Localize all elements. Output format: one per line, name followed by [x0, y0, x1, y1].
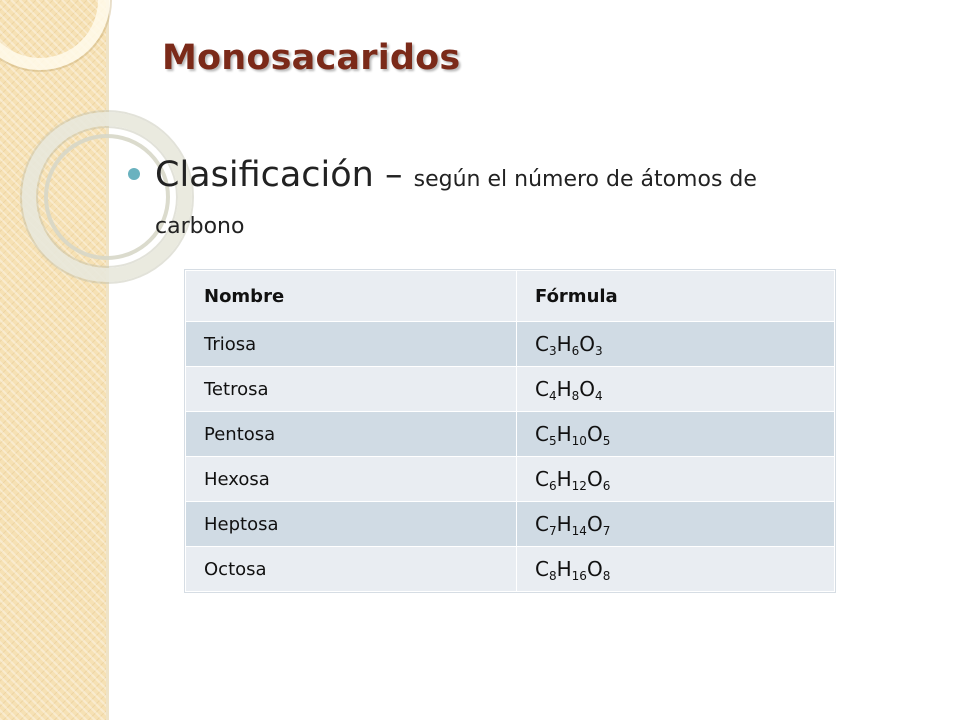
formula-subscript: 16	[571, 569, 587, 583]
formula-element: O	[586, 512, 603, 536]
bullet-detail-wrap: carbono	[155, 214, 245, 239]
monosaccharide-table	[185, 270, 835, 592]
formula-element: H	[556, 422, 572, 446]
cell-name: Tetrosa	[186, 367, 517, 412]
header-nombre: Nombre	[186, 271, 517, 322]
table-row	[186, 547, 835, 592]
formula-subscript: 8	[571, 389, 580, 403]
cell-formula	[517, 367, 835, 412]
decorative-sidebar	[0, 0, 107, 720]
table-header-row	[186, 271, 835, 322]
formula-subscript: 5	[602, 434, 611, 448]
formula-subscript: 8	[602, 569, 611, 583]
table-body	[186, 322, 835, 592]
table-row	[186, 367, 835, 412]
table-row	[186, 412, 835, 457]
sidebar-edge	[106, 0, 109, 720]
classification-bullet	[128, 152, 828, 251]
cell-formula	[517, 502, 835, 547]
table-row	[186, 457, 835, 502]
cell-name: Octosa	[186, 547, 517, 592]
formula-element: C	[535, 332, 549, 356]
cell-formula	[517, 412, 835, 457]
cell-name: Hexosa	[186, 457, 517, 502]
formula-subscript: 3	[595, 344, 603, 358]
formula-subscript: 10	[571, 434, 587, 448]
formula-subscript: 4	[548, 389, 557, 403]
formula-subscript: 12	[571, 479, 587, 493]
formula-subscript: 4	[595, 389, 603, 403]
formula-subscript: 14	[571, 524, 587, 538]
cell-formula	[517, 547, 835, 592]
formula-element: H	[556, 467, 572, 491]
cell-name: Heptosa	[186, 502, 517, 547]
slide-title: Monosacaridos	[162, 38, 461, 78]
bullet-detail-text: según el número de átomos de	[413, 167, 757, 192]
formula-subscript: 8	[548, 569, 557, 583]
formula-subscript: 5	[548, 434, 557, 448]
formula-element: C	[535, 422, 549, 446]
formula-subscript: 7	[548, 524, 557, 538]
formula-element: H	[556, 332, 572, 356]
cell-formula	[517, 322, 835, 367]
table-row	[186, 322, 835, 367]
formula-element: C	[535, 467, 549, 491]
formula-element: H	[556, 557, 572, 581]
formula-element: H	[556, 512, 572, 536]
formula-element: C	[535, 377, 549, 401]
formula-element: O	[586, 422, 603, 446]
cell-name: Triosa	[186, 322, 517, 367]
formula-subscript: 6	[548, 479, 557, 493]
formula-subscript: 6	[602, 479, 611, 493]
cell-formula	[517, 457, 835, 502]
formula-element: C	[535, 512, 549, 536]
table-row	[186, 502, 835, 547]
formula-element: O	[579, 377, 596, 401]
header-formula: Fórmula	[517, 271, 835, 322]
bullet-main-text: Clasificación	[155, 155, 374, 195]
bullet-text	[155, 152, 828, 251]
cell-name: Pentosa	[186, 412, 517, 457]
formula-subscript: 7	[602, 524, 611, 538]
formula-element: O	[579, 332, 596, 356]
bullet-dash: –	[373, 155, 414, 195]
formula-element: O	[586, 467, 603, 491]
formula-subscript: 6	[571, 344, 580, 358]
formula-subscript: 3	[548, 344, 557, 358]
formula-element: O	[586, 557, 603, 581]
formula-element: H	[556, 377, 572, 401]
bullet-dot-icon	[128, 168, 140, 180]
formula-element: C	[535, 557, 549, 581]
